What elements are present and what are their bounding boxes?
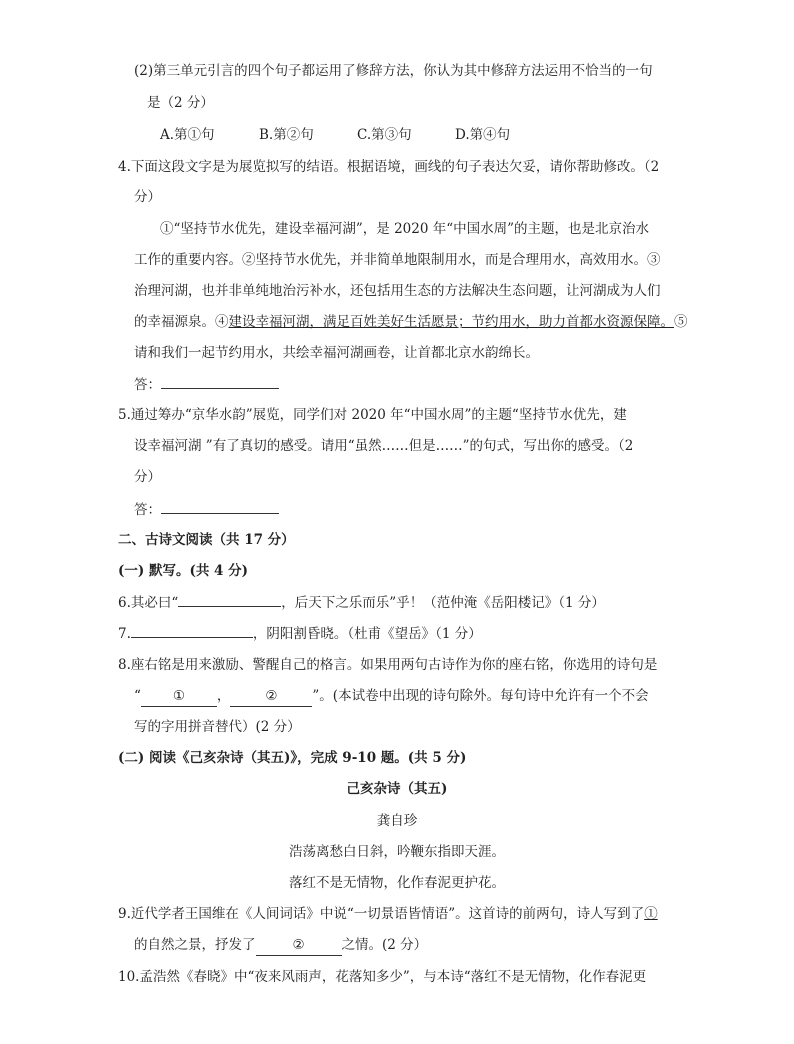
q4-para-line4 [134,312,688,332]
poem-line1: 浩荡离愁白日斜，吟鞭东指即天涯。 [289,844,505,860]
q9-line2-text: 的自然之景，抒发了 [134,937,256,953]
q8-blank-1[interactable]: ① [141,686,217,707]
q4-para-line5: 请和我们一起节约用水，共绘幸福河湖画卷，让首都北京水韵绵长。 [134,345,539,361]
q9-blank-1[interactable]: ① [644,906,658,922]
q5-answer-line [134,499,279,520]
q7-prefix: 7. [118,626,131,642]
section2-title: 二、古诗文阅读（共 17 分） [118,532,295,548]
q4-answer-label: 答： [134,377,161,393]
q8-line2-suffix: ”。(本试卷中出现的诗句除外。每句诗中允许有一个不会 [312,688,649,704]
q3-2-option-c: C.第③句 [357,127,412,143]
q6-suffix: ，后天下之乐而乐”乎！（范仲淹《岳阳楼记》（1 分） [281,595,605,611]
sub2-title: (二) 阅读《己亥杂诗（其五)》，完成 9-10 题。(共 5 分) [118,750,467,766]
q4-answer-line [134,374,279,395]
q9-line1 [118,904,658,924]
q4-para-line4-end: ⑤ [674,314,688,330]
q7-blank[interactable] [131,623,253,638]
q9-line1-text: 9.近代学者王国维在《人间词话》中说“一切景语皆情语”。这首诗的前两句，诗人写到了 [118,906,645,922]
q4-para-line3: 治理河湖，也并非单纯地治污补水，还包括用生态的方法解决生态问题，让河湖成为人们 [134,283,661,299]
q3-2-option-d: D.第④句 [455,127,511,143]
q8-open-quote: “ [134,688,141,704]
q6-blank[interactable] [178,592,281,607]
q8-comma: ， [216,688,231,704]
q6-line [118,592,605,613]
q4-answer-blank[interactable] [161,374,279,389]
q7-suffix: ，阴阳割昏晓。（杜甫《望岳》（1 分） [252,626,482,642]
q4-para-line2: 工作的重要内容。②坚持节水优先，并非简单地限制用水，而是合理用水，高效用水。③ [134,252,661,268]
q5-line2: 设幸福河湖 ”有了真切的感受。请用“虽然……但是……”的句式，写出你的感受。（2 [134,438,634,454]
q5-answer-label: 答： [134,502,161,518]
q8-line1: 8.座右铭是用来激励、警醒自己的格言。如果用两句古诗作为你的座右铭，你选用的诗句是 [118,657,658,673]
q5-answer-blank[interactable] [161,499,279,514]
q9-line2 [134,935,427,956]
q8-line3: 写的字用拼音替代）(2 分） [134,719,301,735]
q9-line2-suffix: 之情。(2 分） [341,937,428,953]
poem-author: 龚自珍 [376,813,418,829]
q5-line3: 分） [134,469,161,485]
q3-2-option-a: A.第①句 [160,127,215,143]
q4-para-line4-plain: 的幸福源泉。④ [134,314,229,330]
sub1-title: (一) 默写。(共 4 分) [118,563,249,579]
q7-line [118,623,482,644]
q3-2-option-b: B.第②句 [259,127,314,143]
q8-line2 [134,686,649,707]
q4-line2: 分） [134,189,161,205]
q8-blank-2[interactable]: ② [230,686,312,707]
q4-underlined-sentence: 建设幸福河湖，满足百姓美好生活愿景；节约用水，助力首都水资源保障。 [228,314,674,330]
q4-line1: 4.下面这段文字是为展览拟写的结语。根据语境，画线的句子表达欠妥，请你帮助修改。（2 [118,159,660,175]
q4-para-line1: ①“坚持节水优先，建设幸福河湖”，是 2020 年“中国水周”的主题，也是北京治水 [160,221,650,237]
q5-line1: 5.通过筹办“京华水韵”展览，同学们对 2020 年“中国水周”的主题“坚持节水优先，建 [118,407,627,423]
q9-blank-2[interactable]: ② [256,935,342,956]
poem-title: 己亥杂诗（其五) [346,781,448,797]
q6-prefix: 6.其必曰“ [118,595,179,611]
q3-2-line2: 是（2 分） [147,95,214,111]
q3-2-line1: (2)第三单元引言的四个句子都运用了修辞方法，你认为其中修辞方法运用不恰当的一句 [134,63,653,79]
poem-line2: 落红不是无情物，化作春泥更护花。 [289,875,505,891]
q10-line1: 10.孟浩然《春晓》中“夜来风雨声，花落知多少”，与本诗“落红不是无情物，化作春泥更 [118,969,647,985]
